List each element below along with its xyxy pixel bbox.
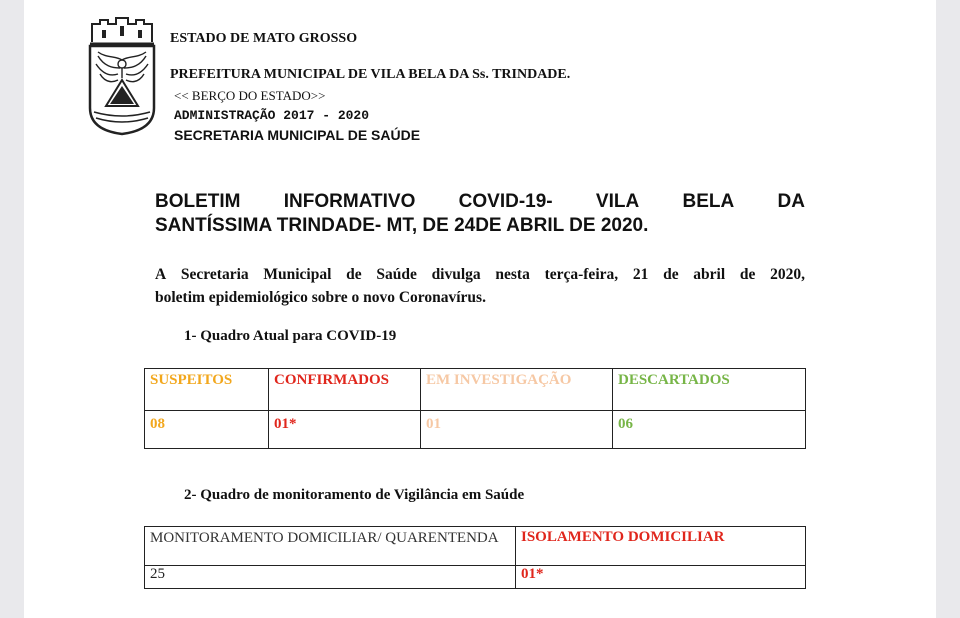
value-suspeitos: 08 [145,411,269,449]
value-descartados: 06 [613,411,806,449]
intro-word: A [155,266,167,283]
header-isolamento: ISOLAMENTO DOMICILIAR [516,527,806,566]
title-word: INFORMATIVO [283,191,416,212]
prefecture-name: PREFEITURA MUNICIPAL DE VILA BELA DA Ss. TRINDADE. [170,67,571,82]
table-header-row [145,527,806,566]
intro-word: de [663,266,679,283]
municipal-coat-of-arms-icon [86,16,158,136]
intro-word: Saúde [376,266,417,283]
intro-word: de [739,266,756,283]
title-word: DA [777,191,805,212]
state-name: ESTADO DE MATO GROSSO [170,31,358,46]
title-line-2: SANTÍSSIMA TRINDADE- MT, DE 24DE ABRIL DE 2020. [155,215,649,236]
document-page [24,0,936,618]
title-word: COVID-19- [458,191,553,212]
intro-word: 21 [632,266,649,283]
intro-word: terça-feira, [544,266,619,283]
header-em-investigacao: EM INVESTIGAÇÃO [421,369,613,411]
table-row [145,566,806,589]
intro-word: 2020, [770,266,805,283]
title-line-1 [155,190,805,214]
header-confirmados: CONFIRMADOS [269,369,421,411]
header-suspeitos: SUSPEITOS [145,369,269,411]
health-secretariat: SECRETARIA MUNICIPAL DE SAÚDE [174,127,421,143]
intro-line-1 [155,263,805,286]
intro-word: Secretaria [180,266,249,283]
intro-line-2: boletim epidemiológico sobre o novo Coronavírus. [155,289,486,306]
value-isolamento: 01* [516,566,806,589]
header-descartados: DESCARTADOS [613,369,806,411]
value-em-investigacao: 01 [421,411,613,449]
intro-paragraph [155,263,805,309]
bulletin-title [155,190,805,238]
title-word: BELA [682,191,735,212]
intro-word: nesta [495,266,530,283]
section-1-heading: 1- Quadro Atual para COVID-19 [184,328,397,344]
intro-word: abril [693,266,726,283]
section-2-heading: 2- Quadro de monitoramento de Vigilância em Saúde [184,487,525,503]
table-row [145,411,806,449]
title-word: BOLETIM [155,191,241,212]
covid-status-table [144,368,806,449]
value-confirmados: 01* [269,411,421,449]
intro-word: divulga [431,266,481,283]
motto: << BERÇO DO ESTADO>> [174,88,326,103]
monitoring-table [144,526,806,589]
title-word: VILA [595,191,640,212]
header-monitoramento: MONITORAMENTO DOMICILIAR/ QUARENTENDA [145,527,516,566]
administration-period: ADMINISTRAÇÃO 2017 - 2020 [174,108,370,123]
intro-word: de [346,266,362,283]
intro-word: Municipal [263,266,332,283]
value-monitoramento: 25 [145,566,516,589]
table-header-row [145,369,806,411]
